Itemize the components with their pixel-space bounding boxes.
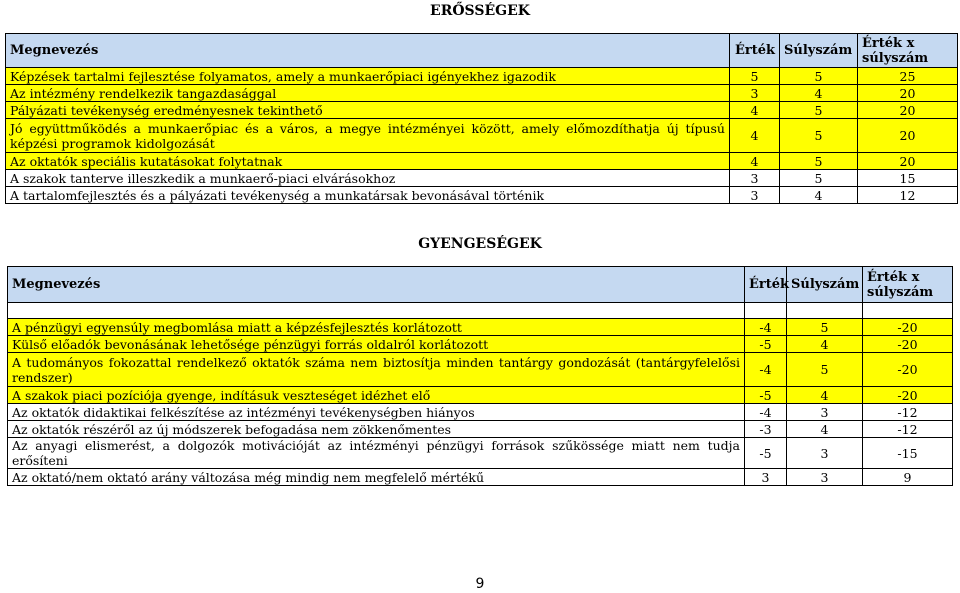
row-name: A tartalomfejlesztés és a pályázati tevékenység a munkatársak bevonásával történik [6, 187, 730, 204]
row-weight: 5 [780, 170, 858, 187]
row-value: 3 [730, 85, 780, 102]
table-row [8, 353, 953, 387]
row-value: 4 [730, 119, 780, 153]
row-name: Külső előadók bevonásának lehetősége pénzügyi forrás oldalról korlátozott [8, 336, 745, 353]
row-weight: 4 [787, 421, 863, 438]
row-value: 3 [730, 187, 780, 204]
row-name: Az oktatók speciális kutatásokat folytatnak [6, 153, 730, 170]
row-weight: 5 [780, 102, 858, 119]
row-value: -3 [745, 421, 787, 438]
row-weight: 5 [787, 353, 863, 387]
row-name: Az oktató/nem oktató arány változása még mindig nem megfelelő mértékű [8, 469, 745, 486]
spacer-row [8, 303, 953, 319]
page-number: 9 [475, 576, 485, 592]
row-product: -20 [863, 387, 953, 404]
row-product: -20 [863, 336, 953, 353]
row-value: -4 [745, 404, 787, 421]
row-name: Pályázati tevékenység eredményesnek tekinthető [6, 102, 730, 119]
row-product: -20 [863, 353, 953, 387]
row-weight: 3 [787, 438, 863, 469]
row-product: 20 [858, 153, 958, 170]
row-name: A tudományos fokozattal rendelkező oktatók száma nem biztosítja minden tantárgy gondozását (tantárgyfelelősi rendszer) [8, 353, 745, 387]
row-weight: 5 [787, 319, 863, 336]
row-weight: 5 [780, 153, 858, 170]
weaknesses-table [7, 266, 953, 486]
row-name: Az anyagi elismerést, a dolgozók motivációját az intézményi pénzügyi források szűkössége miatt nem tudja erősíteni [8, 438, 745, 469]
table-row [8, 387, 953, 404]
row-name: A pénzügyi egyensúly megbomlása miatt a képzésfejlesztés korlátozott [8, 319, 745, 336]
table-row [6, 170, 958, 187]
table-row [8, 469, 953, 486]
row-value: 4 [730, 153, 780, 170]
table-row [6, 85, 958, 102]
row-product: -12 [863, 404, 953, 421]
strengths-header-row [6, 34, 958, 68]
table-row [8, 336, 953, 353]
header-product: Érték x súlyszám [863, 267, 953, 303]
strengths-title: ERŐSSÉGEK [430, 3, 530, 19]
row-value: 3 [730, 170, 780, 187]
row-name: Az oktatók didaktikai felkészítése az intézményi tevékenységben hiányos [8, 404, 745, 421]
row-value: -5 [745, 336, 787, 353]
header-name: Megnevezés [6, 34, 730, 68]
row-product: -12 [863, 421, 953, 438]
row-name: A szakok tanterve illeszkedik a munkaerő-piaci elvárásokhoz [6, 170, 730, 187]
weaknesses-title: GYENGESÉGEK [418, 236, 542, 252]
table-row [6, 68, 958, 85]
row-value: -5 [745, 438, 787, 469]
row-product: 12 [858, 187, 958, 204]
table-row [8, 319, 953, 336]
row-name: Jó együttműködés a munkaerőpiac és a város, a megye intézményei között, amely előmozdíthatja új típusú képzési programok kidolgozását [6, 119, 730, 153]
row-product: 20 [858, 85, 958, 102]
row-value: 3 [745, 469, 787, 486]
row-value: -4 [745, 353, 787, 387]
row-weight: 3 [787, 469, 863, 486]
header-weight: Súlyszám [780, 34, 858, 68]
row-product: 15 [858, 170, 958, 187]
row-weight: 4 [787, 387, 863, 404]
row-product: 20 [858, 119, 958, 153]
header-value: Érték [730, 34, 780, 68]
row-name: Az intézmény rendelkezik tangazdasággal [6, 85, 730, 102]
row-weight: 4 [780, 187, 858, 204]
row-name: Képzések tartalmi fejlesztése folyamatos, amely a munkaerőpiaci igényekhez igazodik [6, 68, 730, 85]
row-value: 4 [730, 102, 780, 119]
row-product: 9 [863, 469, 953, 486]
table-row [6, 102, 958, 119]
row-product: 25 [858, 68, 958, 85]
table-row [6, 153, 958, 170]
row-product: -20 [863, 319, 953, 336]
header-product: Érték x súlyszám [858, 34, 958, 68]
table-row [6, 187, 958, 204]
row-name: A szakok piaci pozíciója gyenge, indításuk veszteséget idézhet elő [8, 387, 745, 404]
row-value: -5 [745, 387, 787, 404]
header-weight: Súlyszám [787, 267, 863, 303]
row-weight: 5 [780, 68, 858, 85]
row-weight: 3 [787, 404, 863, 421]
row-weight: 4 [780, 85, 858, 102]
row-product: -15 [863, 438, 953, 469]
row-name: Az oktatók részéről az új módszerek befogadása nem zökkenőmentes [8, 421, 745, 438]
row-value: 5 [730, 68, 780, 85]
header-value: Érték [745, 267, 787, 303]
table-row [8, 438, 953, 469]
strengths-table [5, 33, 958, 204]
row-value: -4 [745, 319, 787, 336]
table-row [6, 119, 958, 153]
table-row [8, 421, 953, 438]
row-weight: 5 [780, 119, 858, 153]
table-row [8, 404, 953, 421]
row-weight: 4 [787, 336, 863, 353]
header-name: Megnevezés [8, 267, 745, 303]
weaknesses-header-row [8, 267, 953, 303]
row-product: 20 [858, 102, 958, 119]
